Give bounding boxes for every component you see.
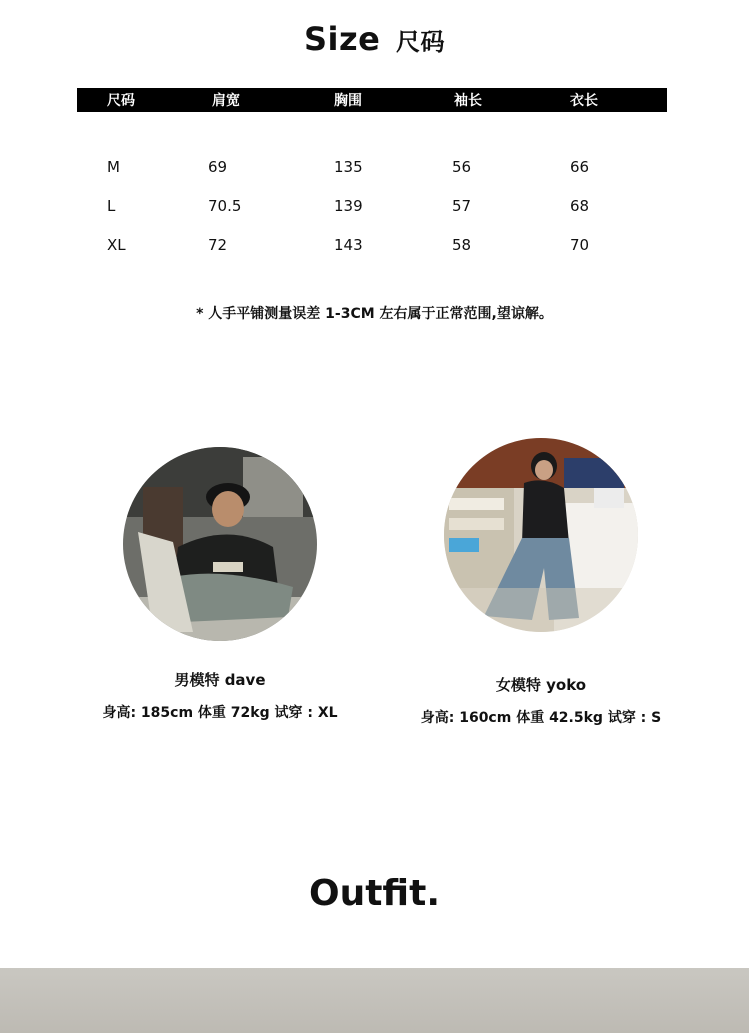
model-photo-female [444, 438, 638, 632]
header-sleeve: 袖长 [454, 93, 482, 109]
cell-chest: 139 [334, 196, 363, 215]
model-stats-male: 身高: 185cm 体重 72kg 试穿 : XL [102, 705, 338, 721]
cell-length: 66 [570, 157, 590, 176]
model-name-male: 男模特 dave [174, 671, 266, 689]
header-chest: 胸围 [334, 93, 362, 109]
model-stats-female: 身高: 160cm 体重 42.5kg 试穿 : S [420, 710, 662, 726]
table-header [77, 88, 667, 112]
cell-length: 68 [570, 196, 590, 215]
table-row [77, 147, 667, 186]
model-card-female [410, 438, 672, 727]
title-en: Size [304, 20, 381, 58]
cell-sleeve: 56 [452, 157, 472, 176]
cell-length: 70 [570, 235, 590, 254]
model-card-male [90, 447, 350, 722]
header-length: 衣长 [570, 93, 598, 109]
model-name-female: 女模特 yoko [495, 676, 587, 694]
header-shoulder: 肩宽 [212, 93, 240, 109]
size-table [77, 88, 667, 264]
cell-size: M [107, 157, 120, 176]
cell-sleeve: 58 [452, 235, 472, 254]
model-photo-male [123, 447, 317, 641]
title-zh: 尺码 [395, 28, 445, 56]
cell-size: L [107, 196, 116, 215]
cell-shoulder: 70.5 [208, 196, 242, 215]
cell-chest: 143 [334, 235, 363, 254]
measurement-note: * 人手平铺测量误差 1-3CM 左右属于正常范围,望谅解。 [196, 306, 553, 322]
cell-size: XL [107, 235, 126, 254]
cell-shoulder: 72 [208, 235, 228, 254]
header-size: 尺码 [107, 93, 135, 109]
cell-chest: 135 [334, 157, 363, 176]
table-row [77, 225, 667, 264]
page-title [0, 20, 749, 58]
cell-shoulder: 69 [208, 157, 228, 176]
outfit-photo-strip [0, 968, 749, 1033]
table-row [77, 186, 667, 225]
outfit-heading: Outfit. [308, 873, 440, 914]
cell-sleeve: 57 [452, 196, 472, 215]
